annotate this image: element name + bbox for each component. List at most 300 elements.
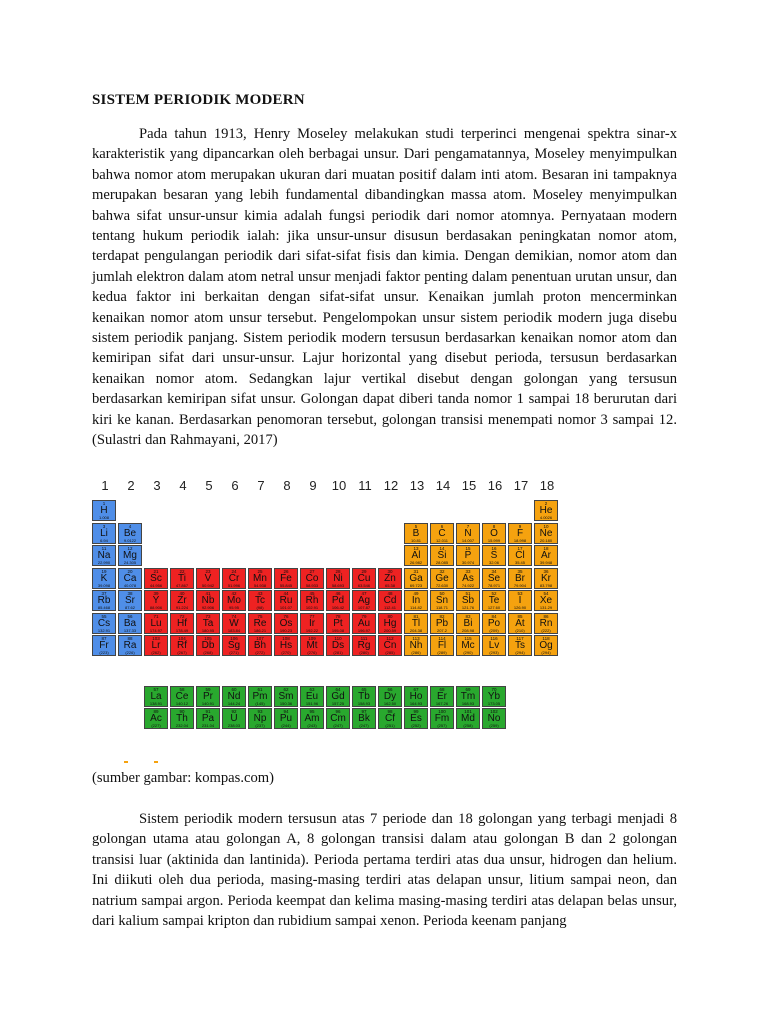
element-cell-nb (196, 590, 220, 611)
atomic-number: 73 (205, 613, 211, 619)
element-cell-lu (144, 613, 168, 634)
element-symbol: Cm (330, 713, 346, 724)
element-cell-u (222, 708, 246, 729)
element-symbol: Fe (280, 572, 292, 584)
element-cell-nd (222, 686, 246, 707)
atomic-mass: (247) (359, 723, 369, 728)
element-symbol: Rh (305, 595, 319, 606)
element-symbol: Tl (411, 617, 421, 629)
element-symbol: Rg (357, 640, 371, 651)
element-symbol: Fl (437, 640, 447, 651)
atomic-number: 30 (387, 568, 393, 574)
atomic-number: 36 (543, 568, 549, 574)
group-number: 14 (435, 478, 451, 493)
atomic-mass: 200.59 (383, 627, 397, 633)
atomic-number: 29 (361, 568, 367, 574)
element-cell-rn (534, 613, 558, 634)
atomic-number: 93 (257, 709, 263, 714)
element-cell-ag (352, 590, 376, 611)
atomic-mass: 231.04 (201, 723, 215, 728)
atomic-mass: 192.22 (305, 627, 319, 633)
element-cell-re (248, 613, 272, 634)
atomic-mass: 196.97 (357, 627, 371, 633)
element-symbol: Hg (383, 617, 397, 629)
atomic-mass: 174.97 (149, 627, 163, 633)
element-cell-db (196, 635, 220, 656)
atomic-mass: 180.95 (201, 627, 215, 633)
atomic-mass: 28.085 (435, 560, 449, 565)
element-symbol: Tb (358, 690, 370, 702)
element-symbol: Pr (203, 690, 213, 702)
atomic-number: 49 (413, 591, 419, 596)
element-symbol: Mt (306, 640, 318, 651)
atomic-mass: 10.81 (410, 537, 421, 543)
element-symbol: Xe (539, 595, 553, 606)
element-symbol: Te (488, 595, 500, 606)
element-symbol: Mn (253, 572, 267, 584)
element-cell-no (482, 708, 506, 729)
atomic-number: 28 (335, 568, 341, 574)
element-symbol: Sr (125, 595, 135, 606)
element-symbol: Nb (201, 595, 215, 606)
atomic-mass: (272) (255, 650, 265, 655)
element-cell-se (482, 568, 506, 589)
element-symbol: P (464, 550, 472, 561)
atomic-number: 87 (101, 636, 107, 641)
atomic-number: 62 (283, 686, 289, 692)
element-cell-ar (534, 545, 558, 566)
element-symbol: Eu (305, 690, 319, 702)
atomic-mass: 138.91 (149, 700, 163, 706)
element-symbol: Ti (178, 572, 186, 584)
element-cell-la (144, 686, 168, 707)
element-cell-ba (118, 613, 142, 634)
element-cell-zn (378, 568, 402, 589)
element-symbol: Mc (461, 640, 475, 651)
element-symbol: Mo (227, 595, 241, 606)
element-symbol: La (150, 690, 162, 702)
atomic-number: 74 (231, 613, 237, 619)
element-cell-np (248, 708, 272, 729)
atomic-mass: (247) (333, 723, 343, 728)
element-symbol: Pu (279, 713, 293, 724)
atomic-mass: 208.98 (461, 627, 475, 633)
element-cell-xe (534, 590, 558, 611)
element-symbol: Ds (331, 640, 345, 651)
atomic-number: 114 (438, 636, 446, 641)
atomic-number: 92 (231, 709, 237, 714)
element-symbol: Hs (279, 640, 293, 651)
group-number: 3 (153, 478, 161, 493)
element-symbol: C (438, 527, 446, 539)
atomic-number: 22 (179, 568, 185, 574)
orange-dash-marker (154, 761, 158, 763)
element-cell-zr (170, 590, 194, 611)
element-cell-br (508, 568, 532, 589)
atomic-number: 94 (283, 709, 289, 714)
atomic-mass: 9.0122 (123, 537, 137, 543)
element-cell-be (118, 523, 142, 544)
atomic-number: 68 (439, 686, 445, 692)
element-cell-rh (300, 590, 324, 611)
element-cell-md (456, 708, 480, 729)
atomic-number: 21 (153, 568, 159, 574)
atomic-mass: (243) (307, 723, 317, 728)
atomic-mass: (262) (151, 650, 161, 655)
atomic-number: 97 (361, 709, 367, 714)
atomic-number: 9 (518, 523, 522, 529)
atomic-mass: 35.45 (514, 560, 525, 565)
element-cell-mc (456, 635, 480, 656)
element-symbol: No (487, 713, 501, 724)
element-cell-mo (222, 590, 246, 611)
element-symbol: K (100, 572, 108, 584)
element-cell-i (508, 590, 532, 611)
atomic-number: 91 (205, 709, 211, 714)
atomic-mass: (98) (256, 605, 264, 610)
atomic-mass: (226) (125, 650, 135, 655)
atomic-number: 43 (257, 591, 263, 596)
element-symbol: Pt (333, 617, 343, 629)
element-cell-ge (430, 568, 454, 589)
atomic-number: 45 (309, 591, 315, 596)
atomic-mass: 91.224 (175, 605, 189, 610)
element-cell-pr (196, 686, 220, 707)
atomic-number: 95 (309, 709, 315, 714)
atomic-number: 90 (179, 709, 185, 714)
atomic-mass: 54.938 (253, 582, 267, 588)
atomic-number: 44 (283, 591, 289, 596)
element-symbol: Pa (201, 713, 215, 724)
atomic-number: 11 (101, 546, 107, 551)
element-cell-ir (300, 613, 324, 634)
atomic-number: 72 (179, 613, 185, 619)
element-symbol: Dy (383, 690, 397, 702)
element-symbol: Ir (308, 617, 316, 629)
atomic-number: 82 (439, 613, 445, 619)
element-symbol: Rn (539, 617, 553, 629)
atomic-number: 118 (542, 636, 550, 641)
element-cell-hs (274, 635, 298, 656)
element-symbol: He (539, 505, 553, 516)
atomic-number: 99 (413, 709, 419, 714)
element-symbol: Ta (202, 617, 214, 629)
atomic-number: 77 (309, 613, 315, 619)
atomic-number: 86 (543, 613, 549, 619)
element-symbol: Yb (487, 690, 501, 702)
element-symbol: Pb (435, 617, 449, 629)
group-number: 11 (358, 478, 372, 493)
atomic-number: 55 (101, 613, 107, 619)
atomic-mass: (293) (489, 650, 499, 655)
atomic-number: 33 (465, 568, 471, 574)
element-cell-sb (456, 590, 480, 611)
group-number: 17 (513, 478, 529, 493)
element-symbol: Nh (409, 640, 423, 651)
element-symbol: Se (487, 572, 501, 584)
element-cell-pt (326, 613, 350, 634)
atomic-mass: 132.91 (97, 627, 111, 633)
element-symbol: Ac (150, 713, 162, 724)
atomic-mass: 164.93 (409, 700, 423, 706)
element-cell-tm (456, 686, 480, 707)
atomic-number: 57 (153, 686, 159, 692)
element-symbol: Tm (460, 690, 476, 702)
element-cell-ho (404, 686, 428, 707)
atomic-mass: 204.38 (409, 627, 423, 633)
atomic-number: 60 (231, 686, 237, 692)
element-cell-pd (326, 590, 350, 611)
atomic-number: 109 (308, 636, 316, 641)
element-cell-c (430, 523, 454, 544)
atomic-number: 35 (517, 568, 523, 574)
atomic-mass: (145) (255, 700, 265, 706)
atomic-mass: (290) (463, 650, 473, 655)
group-number: 5 (205, 478, 213, 493)
element-symbol: I (518, 595, 522, 606)
group-number: 18 (539, 478, 555, 493)
element-cell-ra (118, 635, 142, 656)
element-symbol: Nd (227, 690, 241, 702)
element-symbol: Pd (331, 595, 345, 606)
element-cell-gd (326, 686, 350, 707)
atomic-mass: (276) (307, 650, 317, 655)
element-symbol: Cu (357, 572, 371, 584)
atomic-number: 112 (386, 636, 394, 641)
element-symbol: Sb (461, 595, 475, 606)
atomic-number: 75 (257, 613, 263, 619)
atomic-number: 14 (439, 546, 445, 551)
atomic-mass: 232.04 (175, 723, 189, 728)
atomic-mass: (294) (541, 650, 551, 655)
element-cell-cn (378, 635, 402, 656)
atomic-number: 107 (256, 636, 264, 641)
atomic-number: 39 (153, 591, 159, 596)
atomic-number: 50 (439, 591, 445, 596)
atomic-number: 80 (387, 613, 393, 619)
element-symbol: V (204, 572, 212, 584)
atomic-mass: 92.906 (201, 605, 215, 610)
atomic-number: 56 (127, 613, 133, 619)
atomic-number: 13 (413, 546, 419, 551)
atomic-number: 7 (466, 523, 470, 529)
element-cell-sg (222, 635, 246, 656)
atomic-mass: (259) (489, 723, 499, 728)
element-symbol: Ca (123, 572, 137, 584)
element-symbol: Rf (177, 640, 187, 651)
atomic-number: 66 (387, 686, 393, 692)
atomic-mass: (223) (99, 650, 109, 655)
element-symbol: Kr (541, 572, 551, 584)
element-symbol: In (411, 595, 421, 606)
atomic-number: 102 (490, 709, 498, 714)
atomic-number: 27 (309, 568, 315, 574)
element-cell-ru (274, 590, 298, 611)
atomic-number: 20 (127, 568, 133, 574)
element-cell-pm (248, 686, 272, 707)
atomic-number: 42 (231, 591, 237, 596)
element-cell-mt (300, 635, 324, 656)
atomic-mass: 40.078 (123, 582, 137, 588)
atomic-number: 108 (282, 636, 290, 641)
atomic-number: 103 (152, 636, 160, 641)
atomic-mass: 55.845 (279, 582, 293, 588)
atomic-mass: 168.93 (461, 700, 475, 706)
element-symbol: Md (461, 713, 475, 724)
group-number: 13 (409, 478, 425, 493)
element-symbol: Sc (150, 572, 162, 584)
element-cell-mn (248, 568, 272, 589)
atomic-number: 31 (413, 568, 419, 574)
atomic-number: 2 (544, 501, 548, 506)
element-cell-co (300, 568, 324, 589)
element-cell-os (274, 613, 298, 634)
paragraph-2: Sistem periodik modern tersusun atas 7 periode dan 18 golongan yang terbagi menjadi 8 golongan utama atau golongan A, 8 golongan transisi dalam atau golongan B dan 2 golongan transisi luar (aktinida dan lantinida). Perioda pertama terdiri atas dua unsur, hidrogen dan helium. Ini diikuti oleh dua perioda, masing-masing terdiri atas delapan unsur, litium sampai neon, dan natrium sampai argon. Perioda keempat dan kelima masing-masing terdiri atas delapan belas unsur, dari kalium sampai kripton dan rubidium sampai xenon. Perioda keenam panjang (92, 811, 677, 930)
element-cell-f (508, 523, 532, 544)
element-symbol: Hf (177, 617, 187, 629)
atomic-mass: 144.24 (227, 700, 241, 706)
atomic-mass: 126.90 (513, 605, 527, 610)
atomic-number: 6 (440, 523, 444, 529)
atomic-mass: 50.942 (201, 582, 215, 588)
atomic-mass: 151.96 (305, 700, 319, 706)
element-cell-v (196, 568, 220, 589)
element-symbol: Np (253, 713, 267, 724)
element-cell-b (404, 523, 428, 544)
element-symbol: Os (279, 617, 293, 629)
atomic-number: 48 (387, 591, 393, 596)
atomic-number: 59 (205, 686, 211, 692)
atomic-number: 51 (465, 591, 471, 596)
element-symbol: H (100, 505, 108, 516)
atomic-mass: (244) (281, 723, 291, 728)
group-number: 6 (231, 478, 239, 493)
atomic-mass: (267) (177, 650, 187, 655)
atomic-number: 113 (412, 636, 420, 641)
element-symbol: Sn (435, 595, 449, 606)
element-symbol: Ag (357, 595, 371, 606)
element-symbol: Bh (253, 640, 267, 651)
element-cell-si (430, 545, 454, 566)
atomic-number: 67 (413, 686, 419, 692)
atomic-number: 61 (257, 686, 263, 692)
element-symbol: Bi (463, 617, 473, 629)
element-cell-nh (404, 635, 428, 656)
element-cell-mg (118, 545, 142, 566)
element-symbol: Cl (515, 550, 525, 561)
atomic-mass: (257) (437, 723, 447, 728)
atomic-number: 38 (127, 591, 133, 596)
element-cell-sn (430, 590, 454, 611)
atomic-mass: 183.84 (227, 627, 241, 633)
element-cell-hg (378, 613, 402, 634)
element-cell-sm (274, 686, 298, 707)
element-symbol: Al (411, 550, 421, 561)
atomic-mass: 87.62 (124, 605, 135, 610)
atomic-mass: 58.693 (331, 582, 345, 588)
element-symbol: Rb (97, 595, 111, 606)
element-symbol: Ga (409, 572, 423, 584)
atomic-mass: (271) (229, 650, 239, 655)
atomic-mass: (210) (515, 627, 525, 633)
element-cell-at (508, 613, 532, 634)
element-cell-fr (92, 635, 116, 656)
element-cell-pu (274, 708, 298, 729)
element-symbol: Og (539, 640, 553, 651)
element-symbol: Cd (383, 595, 397, 606)
atomic-number: 10 (543, 523, 549, 529)
atomic-number: 1 (102, 501, 106, 506)
atomic-mass: (209) (489, 627, 499, 633)
element-cell-kr (534, 568, 558, 589)
atomic-mass: (270) (281, 650, 291, 655)
element-cell-fl (430, 635, 454, 656)
atomic-number: 98 (387, 709, 393, 714)
atomic-mass: 107.87 (357, 605, 371, 610)
element-symbol: Fr (99, 640, 109, 651)
element-cell-am (300, 708, 324, 729)
element-cell-h (92, 500, 116, 521)
figure-caption: (sumber gambar: kompas.com) (92, 770, 274, 786)
element-symbol: Mg (123, 550, 137, 561)
atomic-mass: (286) (411, 650, 421, 655)
atomic-number: 58 (179, 686, 185, 692)
atomic-mass: 72.630 (435, 582, 449, 588)
element-symbol: Cf (385, 713, 395, 724)
element-symbol: Ho (409, 690, 423, 702)
atomic-number: 106 (230, 636, 238, 641)
atomic-mass: (251) (385, 723, 395, 728)
atomic-number: 83 (465, 613, 471, 619)
element-symbol: Sg (227, 640, 241, 651)
element-symbol: Pm (252, 690, 268, 702)
atomic-number: 15 (465, 546, 471, 551)
element-cell-ti (170, 568, 194, 589)
element-symbol: W (229, 617, 239, 629)
atomic-mass: 131.29 (539, 605, 553, 610)
atomic-number: 23 (205, 568, 211, 574)
element-symbol: Br (515, 572, 525, 584)
atomic-number: 81 (413, 613, 419, 619)
element-symbol: As (462, 572, 474, 584)
element-cell-fm (430, 708, 454, 729)
element-symbol: Si (437, 550, 447, 561)
atomic-mass: 195.08 (331, 627, 345, 633)
element-symbol: Zr (177, 595, 187, 606)
atomic-mass: 63.546 (357, 582, 371, 588)
atomic-mass: 101.07 (279, 605, 293, 610)
element-cell-te (482, 590, 506, 611)
element-cell-fe (274, 568, 298, 589)
atomic-number: 71 (153, 613, 159, 619)
atomic-number: 16 (491, 546, 497, 551)
element-symbol: S (490, 550, 498, 561)
element-symbol: Cr (228, 572, 240, 584)
element-symbol: Ar (541, 550, 551, 561)
atomic-mass: 74.922 (461, 582, 475, 588)
atomic-number: 32 (439, 568, 445, 574)
atomic-mass: (281) (333, 650, 343, 655)
atomic-mass: 106.42 (331, 605, 345, 610)
atomic-mass: 14.007 (461, 537, 475, 543)
element-cell-sc (144, 568, 168, 589)
element-symbol: Y (152, 595, 160, 606)
atomic-mass: 186.21 (253, 627, 267, 633)
atomic-number: 115 (464, 636, 472, 641)
element-symbol: Es (410, 713, 422, 724)
group-number: 7 (257, 478, 265, 493)
element-symbol: Er (437, 690, 447, 702)
